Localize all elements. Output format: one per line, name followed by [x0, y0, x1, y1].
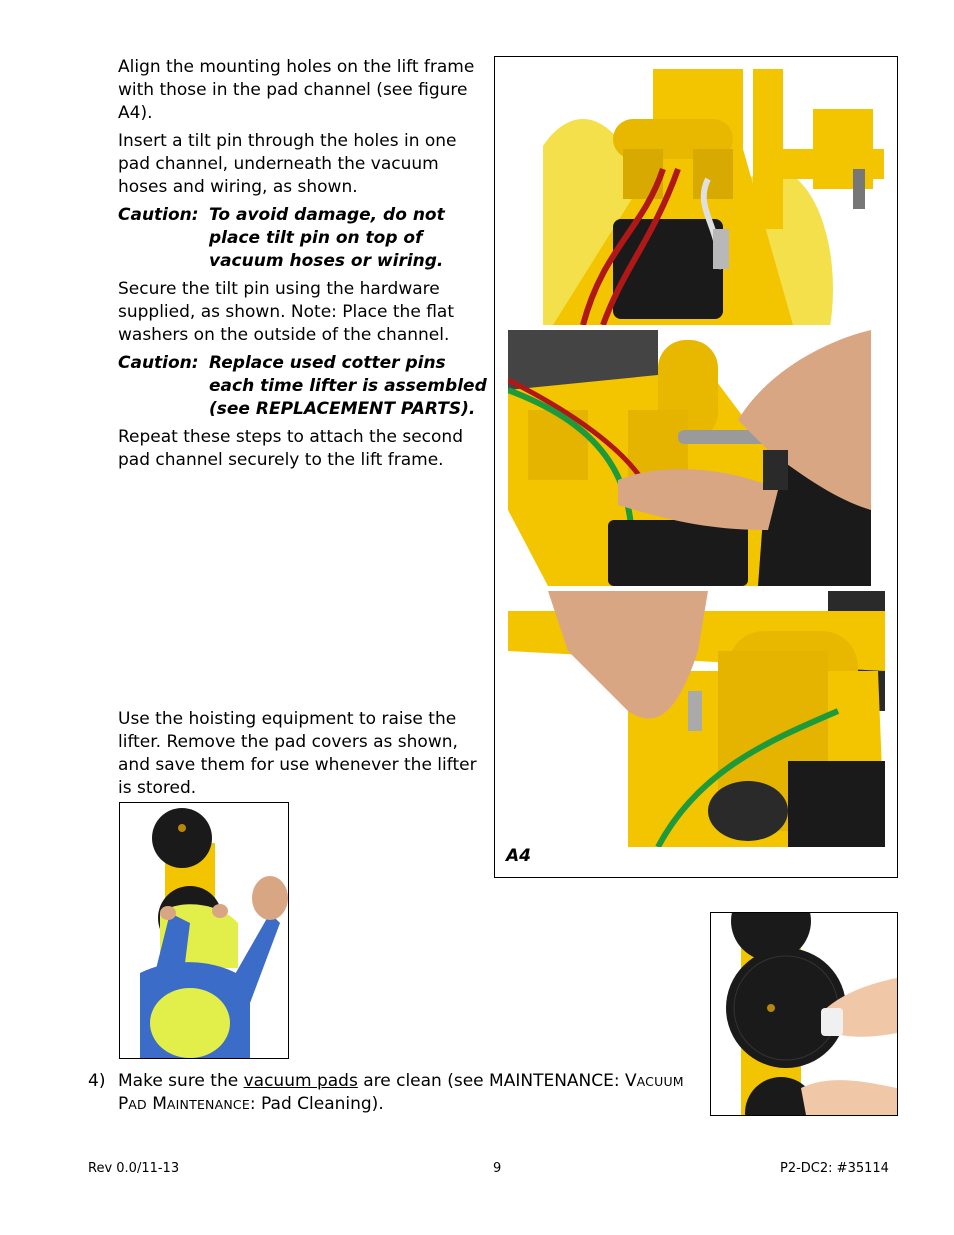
figure-label: A4	[506, 846, 531, 866]
instruction-raise-lifter: Use the hoisting equipment to raise the lifter. Remove the pad covers as shown, and save them for use whenever the lifter is stored.	[118, 709, 477, 798]
instruction-secure-tilt-pin: Secure the tilt pin using the hardware supplied, as shown. Note: Place the flat washers on the outside of the channel.	[118, 279, 454, 345]
step-text-pre: Make sure the	[118, 1071, 244, 1091]
photo-secure-pin	[508, 591, 885, 847]
footer-revision: Rev 0.0/11-13	[88, 1161, 180, 1176]
step-text-mid: are clean (see MAINTENANCE: V	[357, 1071, 637, 1091]
step-text-smallcaps: AINTENANCE	[166, 1097, 250, 1112]
caution-text: Replace used cotter pins each time lifter is assembled (see REPLACEMENT PARTS).	[209, 353, 487, 419]
instruction-align-holes: Align the mounting holes on the lift frame with those in the pad channel (see figure A4).	[118, 57, 475, 123]
step-number: 4)	[88, 1071, 106, 1091]
photo-remove-pad-covers	[119, 802, 289, 1059]
instruction-repeat-steps: Repeat these steps to attach the second pad channel securely to the lift frame.	[118, 427, 463, 470]
vacuum-pads-link[interactable]: vacuum pads	[243, 1071, 358, 1091]
step-text-p: P	[118, 1094, 129, 1114]
step-text-smallcaps: AD	[128, 1097, 147, 1112]
caution-label: Caution:	[118, 205, 199, 225]
caution-label: Caution:	[118, 353, 199, 373]
caution-hoses	[118, 204, 488, 273]
footer-page-number: 9	[493, 1161, 502, 1176]
instruction-insert-tilt-pin: Insert a tilt pin through the holes in one pad channel, underneath the vacuum hoses and wiring, as shown.	[118, 131, 457, 197]
photo-pad-channel-top	[543, 69, 884, 325]
photo-insert-pin	[508, 330, 871, 586]
step-text-post: : Pad Cleaning).	[249, 1094, 384, 1114]
caution-cotter-pins	[118, 352, 488, 421]
step-text-smallcaps: ACUUM	[636, 1074, 684, 1089]
footer-document-id: P2-DC2: #35114	[780, 1161, 889, 1176]
step-text	[118, 1070, 688, 1116]
step-text-m: M	[146, 1094, 167, 1114]
photo-pad-cleaning	[710, 912, 898, 1116]
caution-text: To avoid damage, do not place tilt pin on top of vacuum hoses or wiring.	[209, 205, 445, 271]
